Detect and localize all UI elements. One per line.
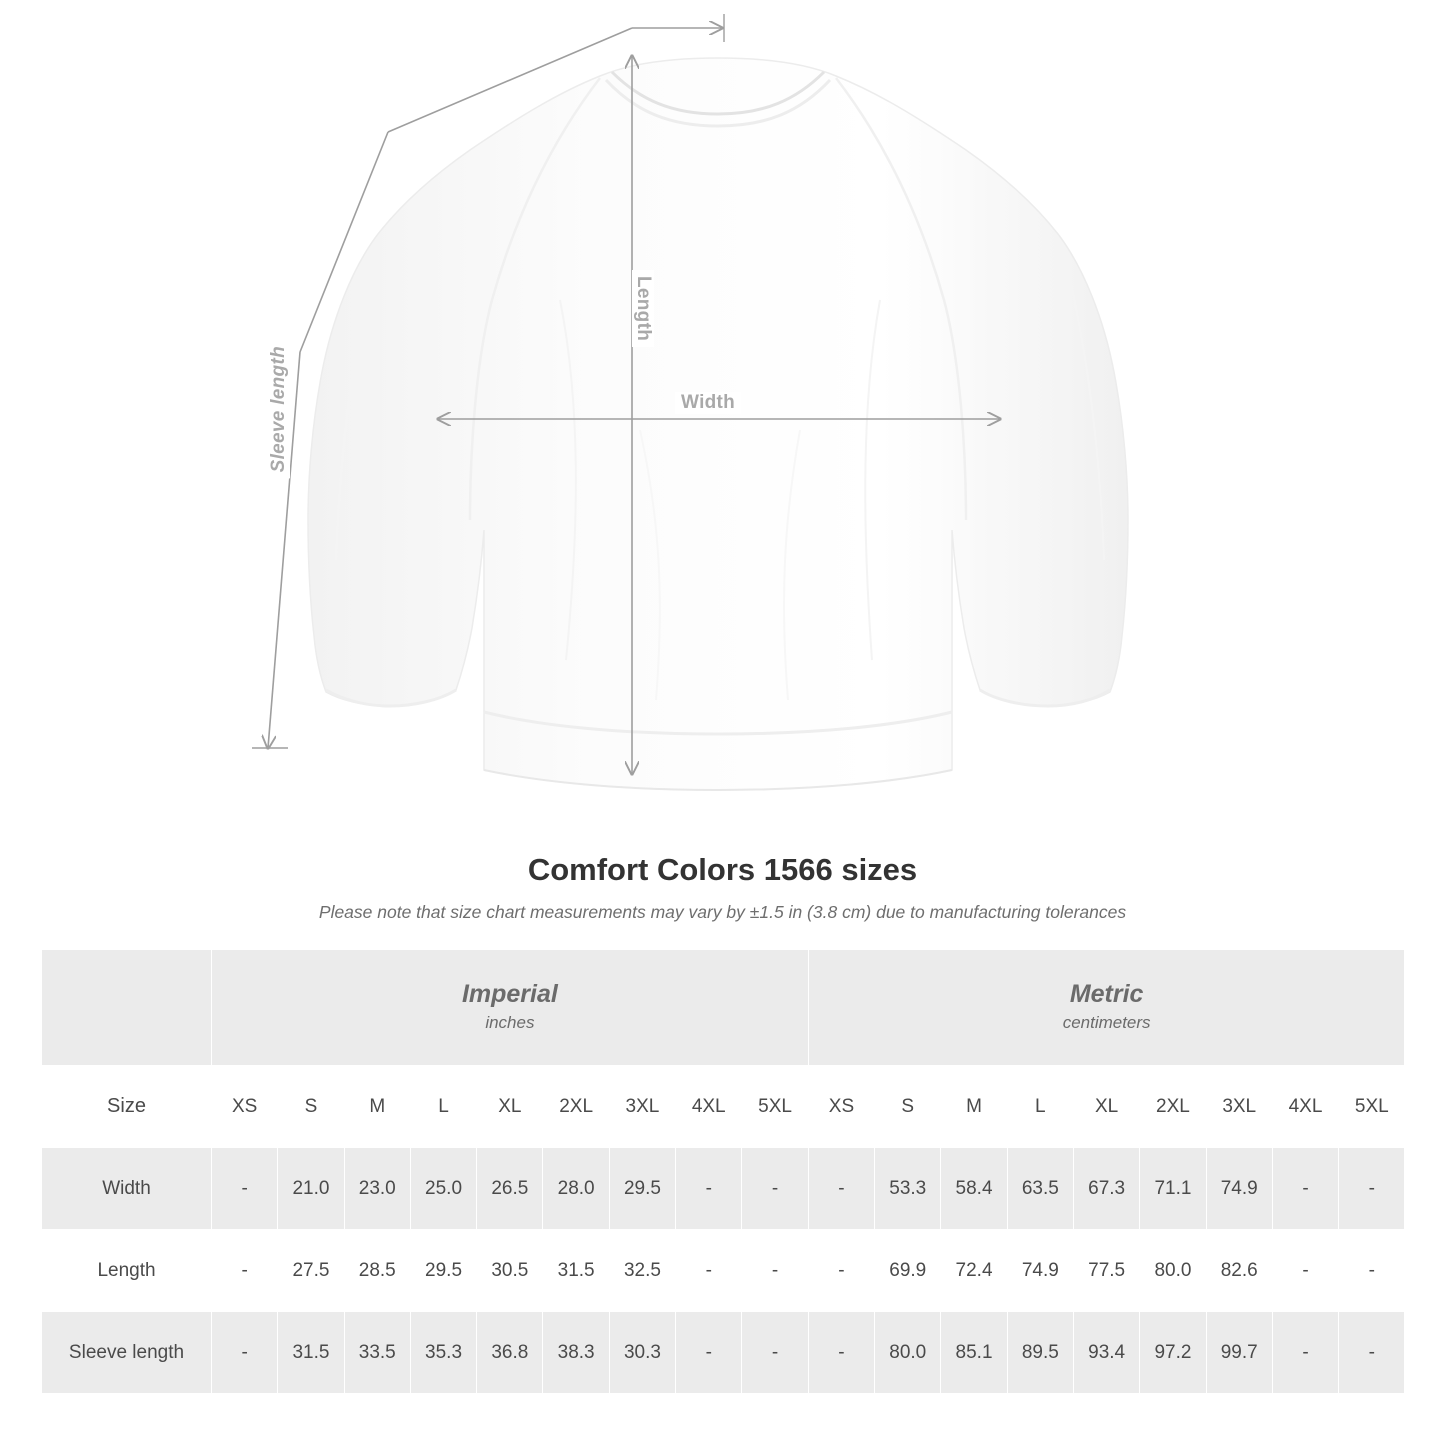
cell-length-metric-s: 69.9: [875, 1230, 941, 1312]
size-chart-table-wrapper: [41, 949, 1404, 1394]
metric-unit-sub: centimeters: [1062, 1013, 1151, 1033]
cell-width-metric-5xl: -: [1339, 1148, 1405, 1230]
table-row: [42, 1312, 1405, 1394]
unit-header-spacer: [42, 950, 212, 1066]
cell-width-metric-s: 53.3: [875, 1148, 941, 1230]
size-col-imperial-3xl: 3XL: [609, 1066, 675, 1148]
cell-length-metric-l: 74.9: [1007, 1230, 1073, 1312]
size-col-metric-2xl: 2XL: [1140, 1066, 1206, 1148]
cell-length-metric-2xl: 80.0: [1140, 1230, 1206, 1312]
cell-length-imperial-s: 27.5: [278, 1230, 344, 1312]
imperial-system-label: Imperial: [461, 980, 558, 1009]
cell-length-metric-xl: 77.5: [1073, 1230, 1139, 1312]
cell-sleeve-metric-s: 80.0: [875, 1312, 941, 1394]
size-col-metric-xl: XL: [1073, 1066, 1139, 1148]
cell-width-metric-xs: -: [808, 1148, 874, 1230]
cell-width-imperial-5xl: -: [742, 1148, 808, 1230]
size-col-metric-l: L: [1007, 1066, 1073, 1148]
cell-length-metric-5xl: -: [1339, 1230, 1405, 1312]
cell-length-metric-4xl: -: [1272, 1230, 1338, 1312]
size-col-imperial-2xl: 2XL: [543, 1066, 609, 1148]
cell-sleeve-metric-3xl: 99.7: [1206, 1312, 1272, 1394]
size-col-metric-m: M: [941, 1066, 1007, 1148]
imperial-unit-header: [212, 950, 809, 1066]
sweatshirt-shape: [308, 58, 1128, 790]
size-chart-table: [41, 949, 1405, 1394]
cell-sleeve-imperial-3xl: 30.3: [609, 1312, 675, 1394]
cell-width-metric-2xl: 71.1: [1140, 1148, 1206, 1230]
cell-sleeve-imperial-xl: 36.8: [477, 1312, 543, 1394]
cell-sleeve-imperial-5xl: -: [742, 1312, 808, 1394]
cell-sleeve-metric-4xl: -: [1272, 1312, 1338, 1394]
table-row: [42, 1230, 1405, 1312]
cell-length-imperial-m: 28.5: [344, 1230, 410, 1312]
cell-length-metric-3xl: 82.6: [1206, 1230, 1272, 1312]
size-col-metric-5xl: 5XL: [1339, 1066, 1405, 1148]
cell-length-imperial-l: 29.5: [410, 1230, 476, 1312]
length-dimension-label: Length: [632, 270, 654, 347]
title-block: [0, 852, 1445, 923]
cell-sleeve-metric-5xl: -: [1339, 1312, 1405, 1394]
cell-sleeve-imperial-xs: -: [212, 1312, 278, 1394]
size-col-imperial-s: S: [278, 1066, 344, 1148]
cell-sleeve-metric-m: 85.1: [941, 1312, 1007, 1394]
tolerance-note: Please note that size chart measurements may vary by ±1.5 in (3.8 cm) due to manufacturing tolerances: [318, 902, 1127, 922]
cell-width-metric-m: 58.4: [941, 1148, 1007, 1230]
size-col-imperial-xs: XS: [212, 1066, 278, 1148]
size-col-metric-s: S: [875, 1066, 941, 1148]
cell-sleeve-imperial-s: 31.5: [278, 1312, 344, 1394]
cell-width-imperial-3xl: 29.5: [609, 1148, 675, 1230]
cell-sleeve-imperial-m: 33.5: [344, 1312, 410, 1394]
cell-sleeve-imperial-4xl: -: [676, 1312, 742, 1394]
metric-system-label: Metric: [1069, 980, 1144, 1009]
cell-width-metric-l: 63.5: [1007, 1148, 1073, 1230]
size-col-imperial-4xl: 4XL: [676, 1066, 742, 1148]
cell-length-imperial-5xl: -: [742, 1230, 808, 1312]
size-col-imperial-5xl: 5XL: [742, 1066, 808, 1148]
size-col-imperial-m: M: [344, 1066, 410, 1148]
cell-width-imperial-2xl: 28.0: [543, 1148, 609, 1230]
cell-width-imperial-xl: 26.5: [477, 1148, 543, 1230]
cell-width-imperial-s: 21.0: [278, 1148, 344, 1230]
size-col-metric-4xl: 4XL: [1272, 1066, 1338, 1148]
row-label-sleeve-length: Sleeve length: [42, 1312, 212, 1394]
size-col-metric-xs: XS: [808, 1066, 874, 1148]
cell-sleeve-imperial-2xl: 38.3: [543, 1312, 609, 1394]
width-dimension-label: Width: [675, 392, 741, 414]
unit-header-row: [42, 950, 1405, 1066]
size-header-row: [42, 1066, 1405, 1148]
cell-width-metric-3xl: 74.9: [1206, 1148, 1272, 1230]
row-label-width: Width: [42, 1148, 212, 1230]
cell-width-imperial-l: 25.0: [410, 1148, 476, 1230]
cell-length-imperial-4xl: -: [676, 1230, 742, 1312]
size-col-imperial-xl: XL: [477, 1066, 543, 1148]
cell-width-imperial-xs: -: [212, 1148, 278, 1230]
cell-sleeve-imperial-l: 35.3: [410, 1312, 476, 1394]
size-col-metric-3xl: 3XL: [1206, 1066, 1272, 1148]
page-title: Comfort Colors 1566 sizes: [527, 852, 918, 887]
cell-length-metric-xs: -: [808, 1230, 874, 1312]
cell-width-imperial-m: 23.0: [344, 1148, 410, 1230]
cell-length-imperial-xs: -: [212, 1230, 278, 1312]
table-row: [42, 1148, 1405, 1230]
cell-length-metric-m: 72.4: [941, 1230, 1007, 1312]
cell-length-imperial-3xl: 32.5: [609, 1230, 675, 1312]
cell-width-metric-4xl: -: [1272, 1148, 1338, 1230]
cell-sleeve-metric-2xl: 97.2: [1140, 1312, 1206, 1394]
size-col-imperial-l: L: [410, 1066, 476, 1148]
cell-length-imperial-2xl: 31.5: [543, 1230, 609, 1312]
cell-sleeve-metric-xl: 93.4: [1073, 1312, 1139, 1394]
cell-width-imperial-4xl: -: [676, 1148, 742, 1230]
cell-length-imperial-xl: 30.5: [477, 1230, 543, 1312]
cell-sleeve-metric-l: 89.5: [1007, 1312, 1073, 1394]
metric-unit-header: [808, 950, 1405, 1066]
cell-sleeve-metric-xs: -: [808, 1312, 874, 1394]
row-label-length: Length: [42, 1230, 212, 1312]
imperial-unit-sub: inches: [485, 1013, 535, 1033]
size-row-label: Size: [42, 1066, 212, 1148]
cell-width-metric-xl: 67.3: [1073, 1148, 1139, 1230]
sleeve-length-dimension-label: Sleeve length: [268, 340, 290, 478]
